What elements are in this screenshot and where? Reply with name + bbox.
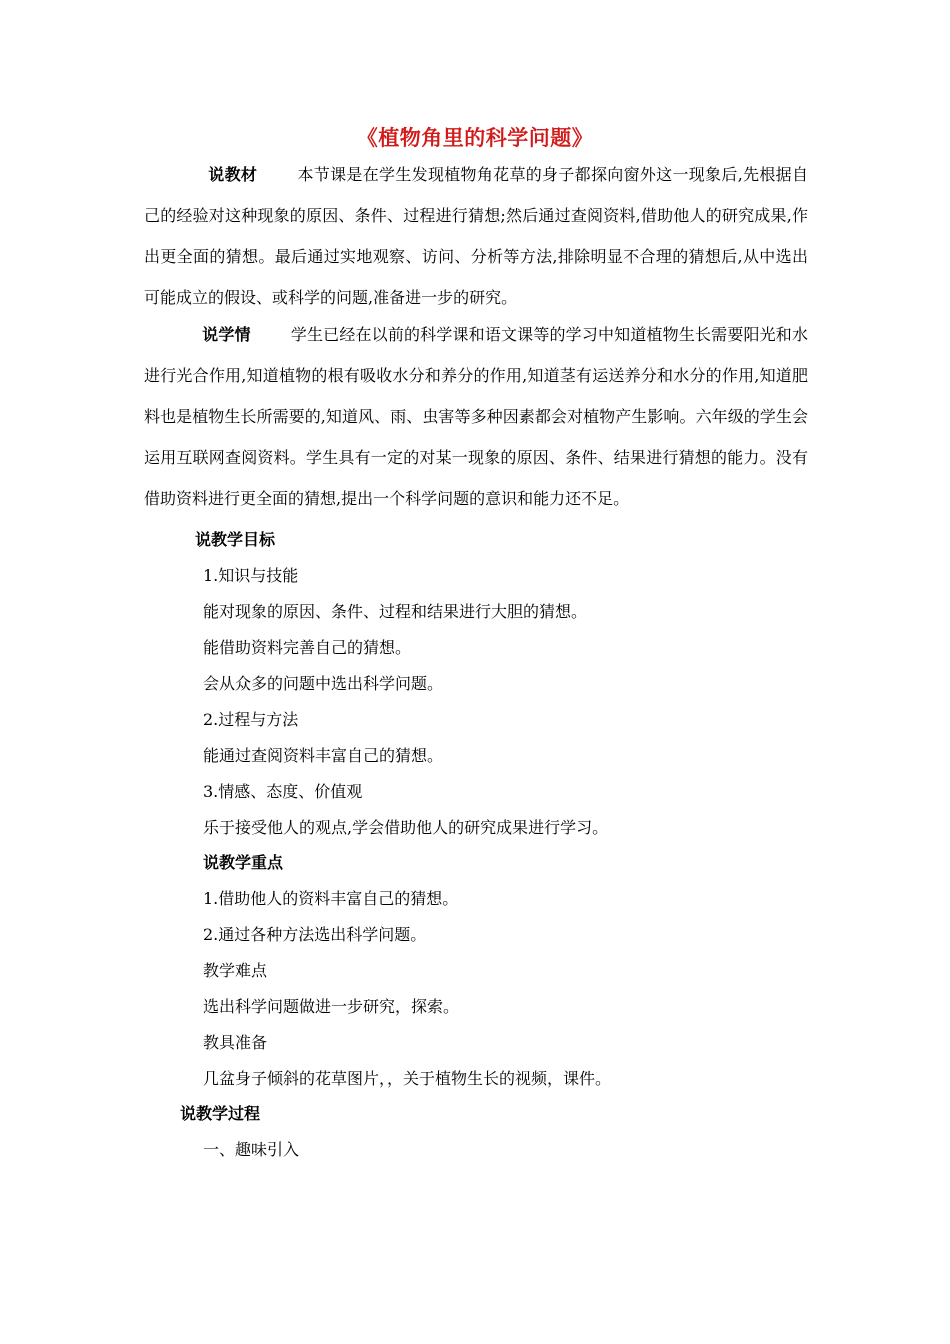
goal-item: 会从众多的问题中选出科学问题。: [203, 674, 444, 693]
goals-heading: 说教学目标: [195, 530, 276, 549]
goal-item: 乐于接受他人的观点,学会借助他人的研究成果进行学习。: [203, 818, 609, 837]
process-heading: 说教学过程: [180, 1104, 261, 1123]
goal-item: 1.知识与技能: [203, 566, 299, 585]
goal-item: 能对现象的原因、条件、过程和结果进行大胆的猜想。: [203, 602, 588, 621]
goal-item: 能通过查阅资料丰富自己的猜想。: [203, 746, 444, 765]
textbook-body: 本节课是在学生发现植物角花草的身子都探向窗外这一现象后,先根据自己的经验对这种现象的原因、条件、过程进行猜想;然后通过查阅资料,借助他人的研究成果,作出更全面的猜想。最后通过实地观察、访问、分析等方法,排除明显不合理的猜想后,从中选出可能成立的假设、或科学的问题,准备进一步的研究。: [144, 165, 808, 307]
students-body: 学生已经在以前的科学课和语文课等的学习中知道植物生长需要阳光和水进行光合作用,知道植物的根有吸收水分和养分的作用,知道茎有运送养分和水分的作用,知道肥料也是植物生长所需要的,知道风、雨、虫害等多种因素都会对植物产生影响。六年级的学生会运用互联网查阅资料。学生具有一定的对某一现象的原因、条件、结果进行猜想的能力。没有借助资料进行更全面的猜想,提出一个科学问题的意识和能力还不足。: [144, 325, 808, 508]
materials-body: 几盆身子倾斜的花草图片，，关于植物生长的视频，课件。: [203, 1069, 612, 1088]
goal-item: 3.情感、态度、价值观: [203, 782, 363, 801]
students-section: [144, 314, 808, 519]
difficulty-heading: 教学难点: [203, 961, 268, 980]
keypoints-heading: 说教学重点: [203, 853, 284, 872]
document-title: 《植物角里的科学问题》: [356, 126, 594, 150]
goal-item: 2.过程与方法: [203, 710, 299, 729]
keypoint-item: 1.借助他人的资料丰富自己的猜想。: [203, 889, 459, 908]
textbook-heading: 说教材: [208, 165, 258, 184]
goal-item: 能借助资料完善自己的猜想。: [203, 638, 412, 657]
textbook-section: [144, 154, 808, 318]
keypoint-item: 2.通过各种方法选出科学问题。: [203, 925, 427, 944]
materials-heading: 教具准备: [203, 1033, 268, 1052]
students-heading: 说学情: [202, 325, 251, 344]
difficulty-body: 选出科学问题做进一步研究，探索。: [203, 997, 460, 1016]
process-step: 一、趣味引入: [203, 1140, 300, 1159]
